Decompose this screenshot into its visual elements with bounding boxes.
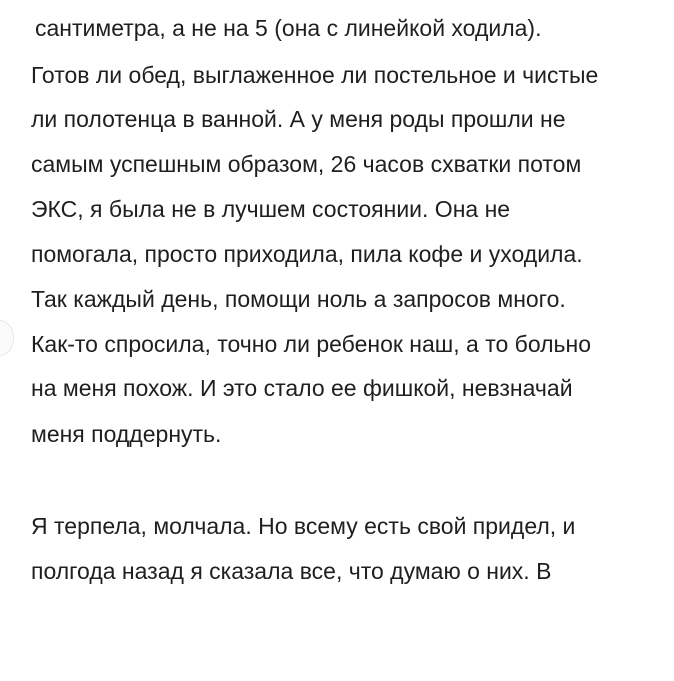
text-line: сантиметра, а не на 5 (она с линейкой ходила). <box>35 15 542 41</box>
text-line: ЭКС, я была не в лучшем состоянии. Она не <box>31 196 511 222</box>
text-line: Так каждый день, помощи ноль а запросов много. <box>31 286 566 312</box>
text-line: Как-то спросила, точно ли ребенок наш, а то больно <box>31 331 592 357</box>
edge-handle[interactable] <box>0 320 14 356</box>
text-line: полгода назад я сказала все, что думаю о них. В <box>31 558 552 584</box>
text-line: Готов ли обед, выглаженное ли постельное и чистые <box>31 62 599 88</box>
text-line: на меня похож. И это стало ее фишкой, невзначай <box>31 375 573 401</box>
text-line: ли полотенца в ванной. А у меня роды прошли не <box>31 106 566 132</box>
text-line: Я терпела, молчала. Но всему есть свой придел, и <box>31 513 576 539</box>
text-line: меня поддернуть. <box>31 421 222 447</box>
text-line: помогала, просто приходила, пила кофе и уходила. <box>31 241 583 267</box>
text-line: самым успешным образом, 26 часов схватки потом <box>31 151 582 177</box>
